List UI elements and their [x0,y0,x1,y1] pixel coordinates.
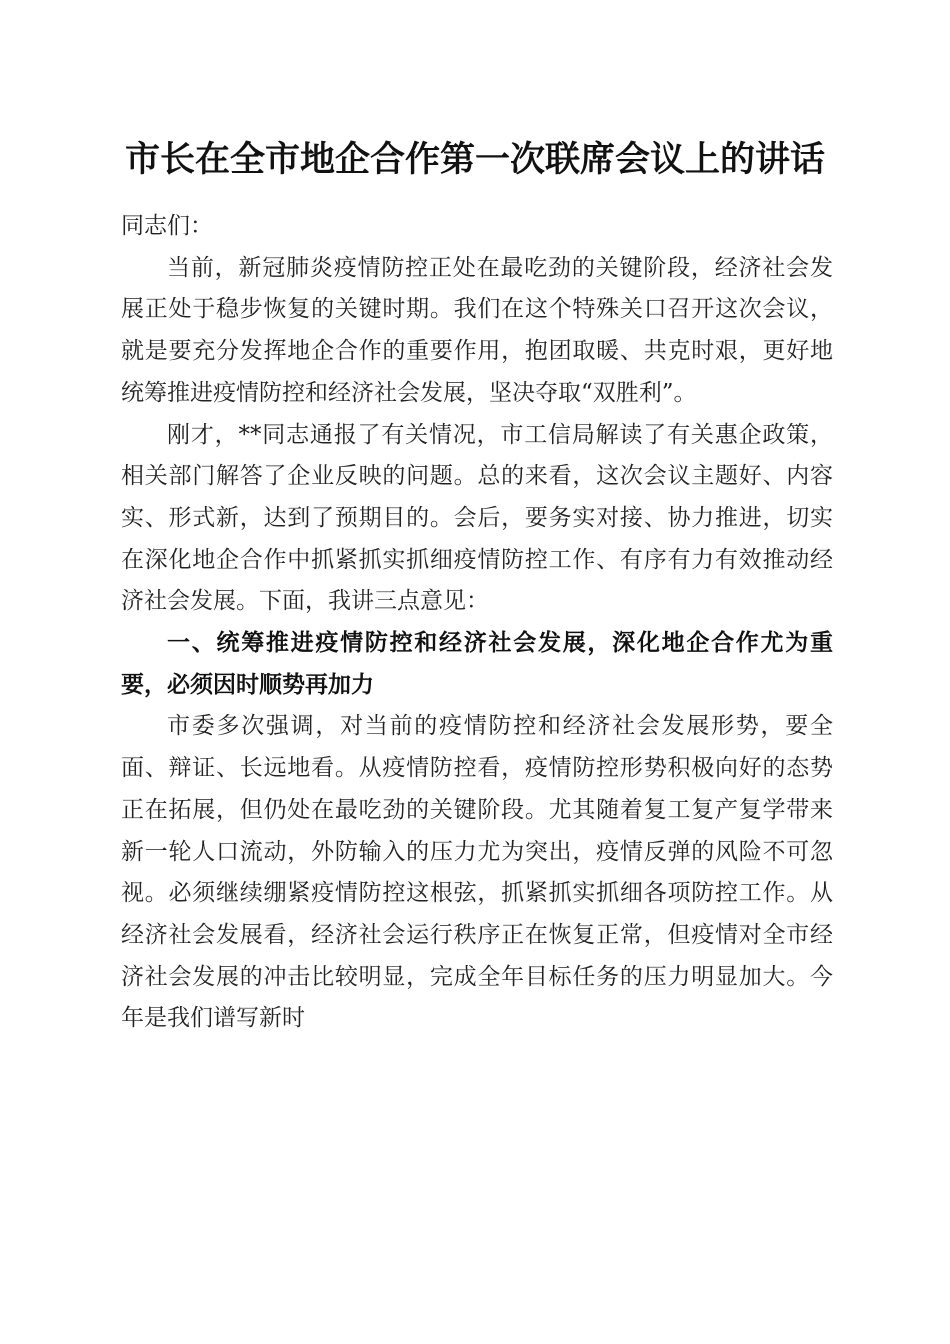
salutation: 同志们： [121,213,213,239]
document-body [121,206,833,1040]
paragraph-intro: 当前，新冠肺炎疫情防控正处在最吃劲的关键阶段，经济社会发展正处于稳步恢复的关键时期。我们在这个特殊关口召开这次会议，就是要充分发挥地企合作的重要作用，抱团取暖、共克时艰，更好地统筹推进疫情防控和经济社会发展，坚决夺取“双胜利”。 [121,254,833,406]
page-title: 市长在全市地企合作第一次联席会议上的讲话 [124,139,825,180]
paragraph-summary: 刚才，**同志通报了有关情况，市工信局解读了有关惠企政策，相关部门解答了企业反映的问题。总的来看，这次会议主题好、内容实、形式新，达到了预期目的。会后，要务实对接、协力推进，切实在深化地企合作中抓紧抓实抓细疫情防控工作、有序有力有效推动经济社会发展。下面，我讲三点意见： [121,421,833,615]
section-paragraph: 市委多次强调，对当前的疫情防控和经济社会发展形势，要全面、辩证、长远地看。从疫情防控看，疫情防控形势积极向好的态势正在拓展，但仍处在最吃劲的关键阶段。尤其随着复工复产复学带来新一轮人口流动，外防输入的压力尤为突出，疫情反弹的风险不可忽视。必须继续绷紧疫情防控这根弦，抓紧抓实抓细各项防控工作。从经济社会发展看，经济社会运行秩序正在恢复正常，但疫情对全市经济社会发展的冲击比较明显，完成全年目标任务的压力明显加大。今年是我们谱写新时 [121,713,833,1032]
section-heading: 一、统筹推进疫情防控和经济社会发展，深化地企合作尤为重要，必须因时顺势再加力 [121,630,833,698]
